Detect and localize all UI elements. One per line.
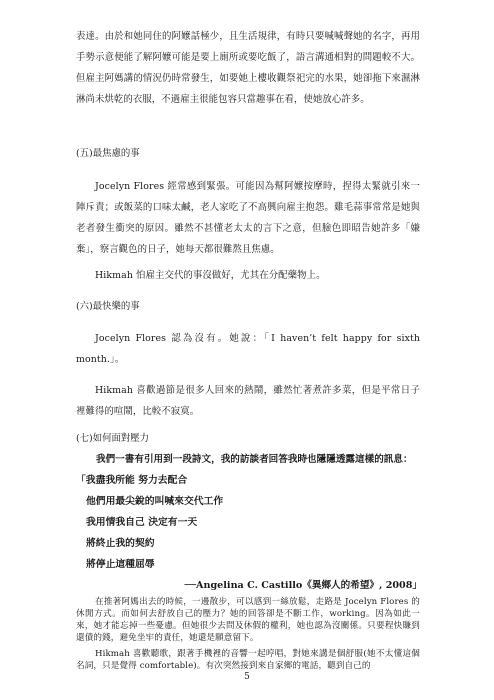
quote-introduction: 我們一書有引用到一段詩文，我的訪談者回答我時也隱隱透露這樣的訊息： (96, 454, 413, 465)
poem-line-4: 將終止我的契約 (86, 538, 155, 549)
poem-attribution: ──Angelina C. Castillo《異鄉人的希望》, 2008」 (184, 580, 422, 591)
poem-line-3: 我用情我自己 決定有一天 (86, 517, 198, 528)
poem-line-1: 「我盡我所能 努力去配合 (76, 475, 188, 486)
paragraph-hikmah-music: Hikmah 喜歡聽歌，跟著手機裡的音響一起哼唱，對她來講是個舒服(她不太懂這個名詞，只是覺得 comfortable)。有次突然接到來自家鄉的電話，聽到自己的 (76, 649, 420, 671)
section-heading-6: (六)最快樂的事 (76, 301, 140, 312)
poem-line-5: 將停止這種屈辱 (86, 559, 155, 570)
paragraph-jocelyn-happy: Jocelyn Flores 認為沒有。她說：「I haven’t felt happy for sixth month.」。 (76, 333, 420, 365)
page-number: 5 (244, 672, 250, 682)
paragraph-hikmah-happy: Hikmah 喜歡過節是很多人回來的熱鬧，雖然忙著煮許多菜，但是平常日子裡難得的喧鬧，比較不寂寞。 (76, 385, 420, 417)
paragraph-jocelyn-anxiety: Jocelyn Flores 經常感到緊張。可能因為幫阿嬤按摩時，捏得太緊就引來一陣斥責；或飯菜的口味太鹹，老人家吃了不高興向雇主抱怨。雞毛蒜事常常是她與老者發生衝突的原因。雖然不甚懂老太太的言下之意，但臉色即昭告她許多「嫌棄」，察言觀色的日子，她每天都很難熬且焦慮。 (76, 181, 420, 255)
section-heading-5: (五)最焦慮的事 (76, 148, 140, 159)
paragraph-hikmah-anxiety: Hikmah 怕雇主交代的事沒做好，尤其在分配藥物上。 (95, 270, 326, 281)
section-heading-7: (七)如何面對壓力 (76, 433, 149, 444)
poem-line-2: 他們用最尖銳的叫喊來交代工作 (86, 496, 224, 507)
paragraph-continuation: 表達。由於和她同住的阿嬤話極少，且生活規律，有時只要喊喊聲她的名字，再用手勢示意便能了解阿嬤可能是要上廁所或要吃飯了，語言溝通相對的問題較不大。但雇主阿媽講的情況仍時常發生，如要她上樓收觀祭祀完的水果，她卻拖下來濕淋淋尚未烘乾的衣服，不過雇主很能包容只當趣事在看，使她放心許多。 (76, 31, 420, 105)
paragraph-stress-work: 在推著阿媽出去的時候，一邊散步，可以感到一絲放鬆，走路是 Jocelyn Flores 的休閒方式。而如何去舒放自己的壓力？她的回答卻是不斷工作，working。因為如此一來，她才能忘掉一些憂慮。但她很少去問及休假的權利，她也認為沒關係。只要程快賺到還債的錢，避免坐牢的責任，她還是願意留下。 (76, 597, 420, 643)
